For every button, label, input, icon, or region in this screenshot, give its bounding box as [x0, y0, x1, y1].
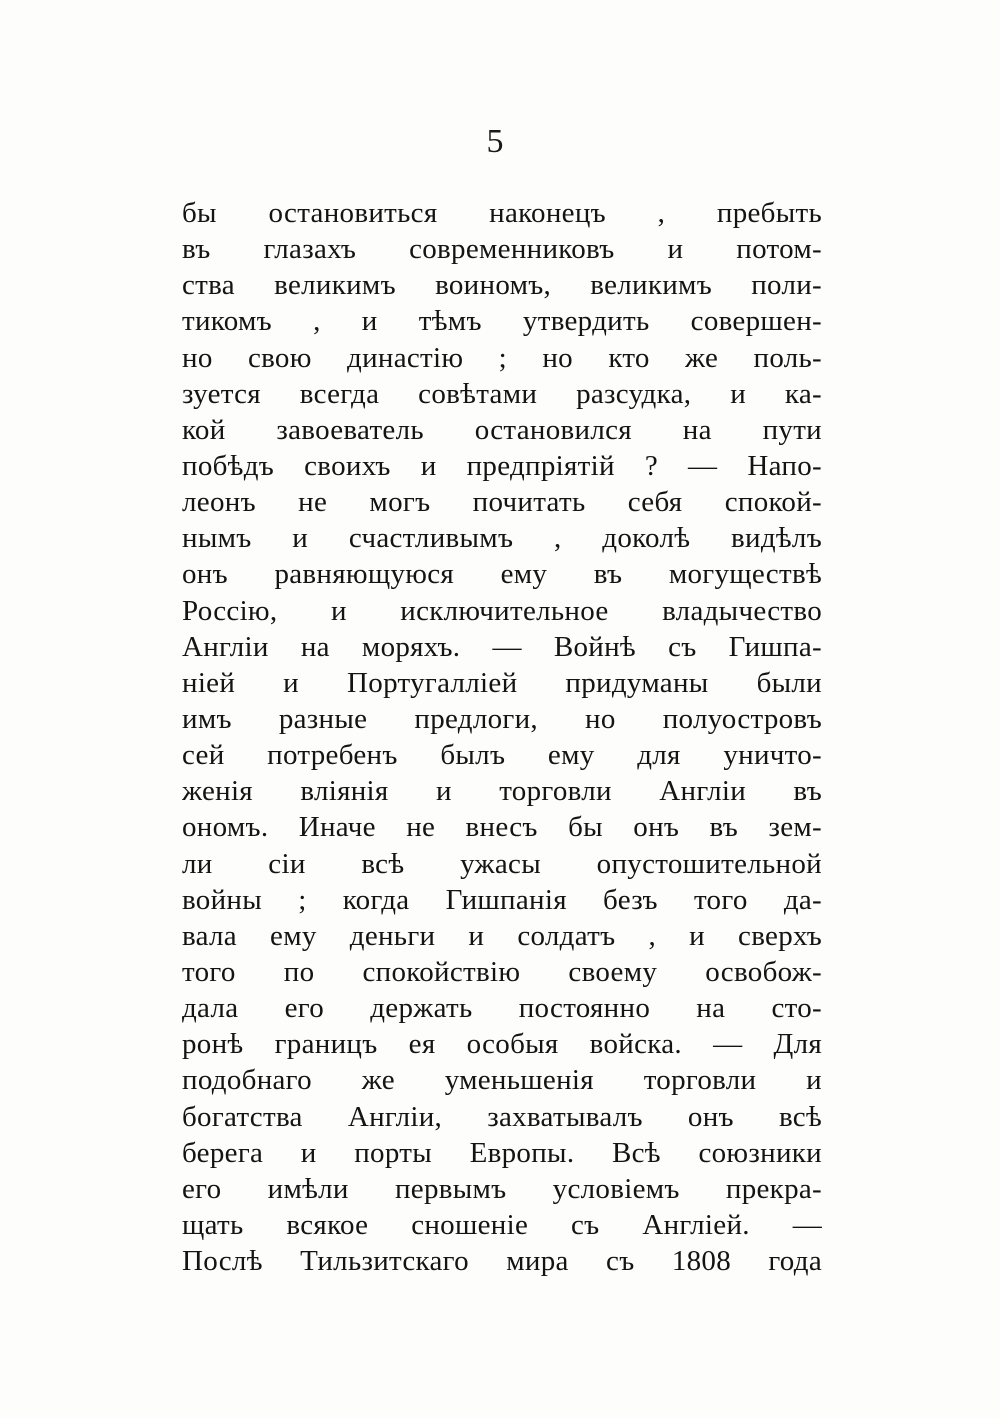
text-line: нымъ и счастливымъ , доколѣ видѣлъ: [182, 522, 822, 555]
text-line: тикомъ , и тѣмъ утвердить совершен-: [182, 305, 822, 338]
text-line: богатства Англіи, захватывалъ онъ всѣ: [182, 1100, 822, 1133]
text-line: Послѣ Тильзитскаго мира съ 1808 года: [182, 1245, 822, 1278]
text-line: имъ разные предлоги, но полуостровъ: [182, 702, 822, 735]
page-number: 5: [486, 123, 504, 160]
text-line: войны ; когда Гишпанія безъ того да-: [182, 883, 822, 916]
text-line: ономъ. Иначе не внесъ бы онъ въ зем-: [182, 811, 822, 844]
text-line: въ глазахъ современниковъ и потом-: [182, 233, 822, 266]
text-line: вала ему деньги и солдатъ , и сверхъ: [182, 919, 822, 952]
text-line: ронѣ границъ ея особыя войска. — Для: [182, 1028, 822, 1061]
text-line: женія вліянія и торговли Англіи въ: [182, 775, 822, 808]
text-line: зуется всегда совѣтами разсудка, и ка-: [182, 377, 822, 410]
text-line: ніей и Португалліей придуманы были: [182, 666, 822, 699]
text-line: но свою династію ; но кто же поль-: [182, 341, 822, 374]
text-line: ли сіи всѣ ужасы опустошительной: [182, 847, 822, 880]
text-line: Россію, и исключительное владычество: [182, 594, 822, 627]
text-line: его имѣли первымъ условіемъ прекра-: [182, 1172, 822, 1205]
text-line: подобнаго же уменьшенія торговли и: [182, 1064, 822, 1097]
text-line: леонъ не могъ почитать себя спокой-: [182, 486, 822, 519]
text-line: бы остановиться наконецъ , пребыть: [182, 197, 822, 229]
text-line: побѣдъ своихъ и предпріятій ? — Напо-: [182, 449, 822, 482]
text-line: онъ равняющуюся ему въ могуществѣ: [182, 558, 822, 591]
text-line: щать всякое сношеніе съ Англіей. —: [182, 1208, 822, 1241]
text-line: кой завоеватель остановился на пути: [182, 413, 822, 446]
text-line: сей потребенъ былъ ему для уничто-: [182, 739, 822, 772]
text-line: берега и порты Европы. Всѣ союзники: [182, 1136, 822, 1169]
body-text: [182, 195, 822, 1279]
text-line: ства великимъ воиномъ, великимъ поли-: [182, 269, 822, 302]
text-line: дала его держать постоянно на сто-: [182, 992, 822, 1025]
text-line: Англіи на моряхъ. — Войнѣ съ Гишпа-: [182, 630, 822, 663]
text-line: того по спокойствію своему освобож-: [182, 955, 822, 988]
